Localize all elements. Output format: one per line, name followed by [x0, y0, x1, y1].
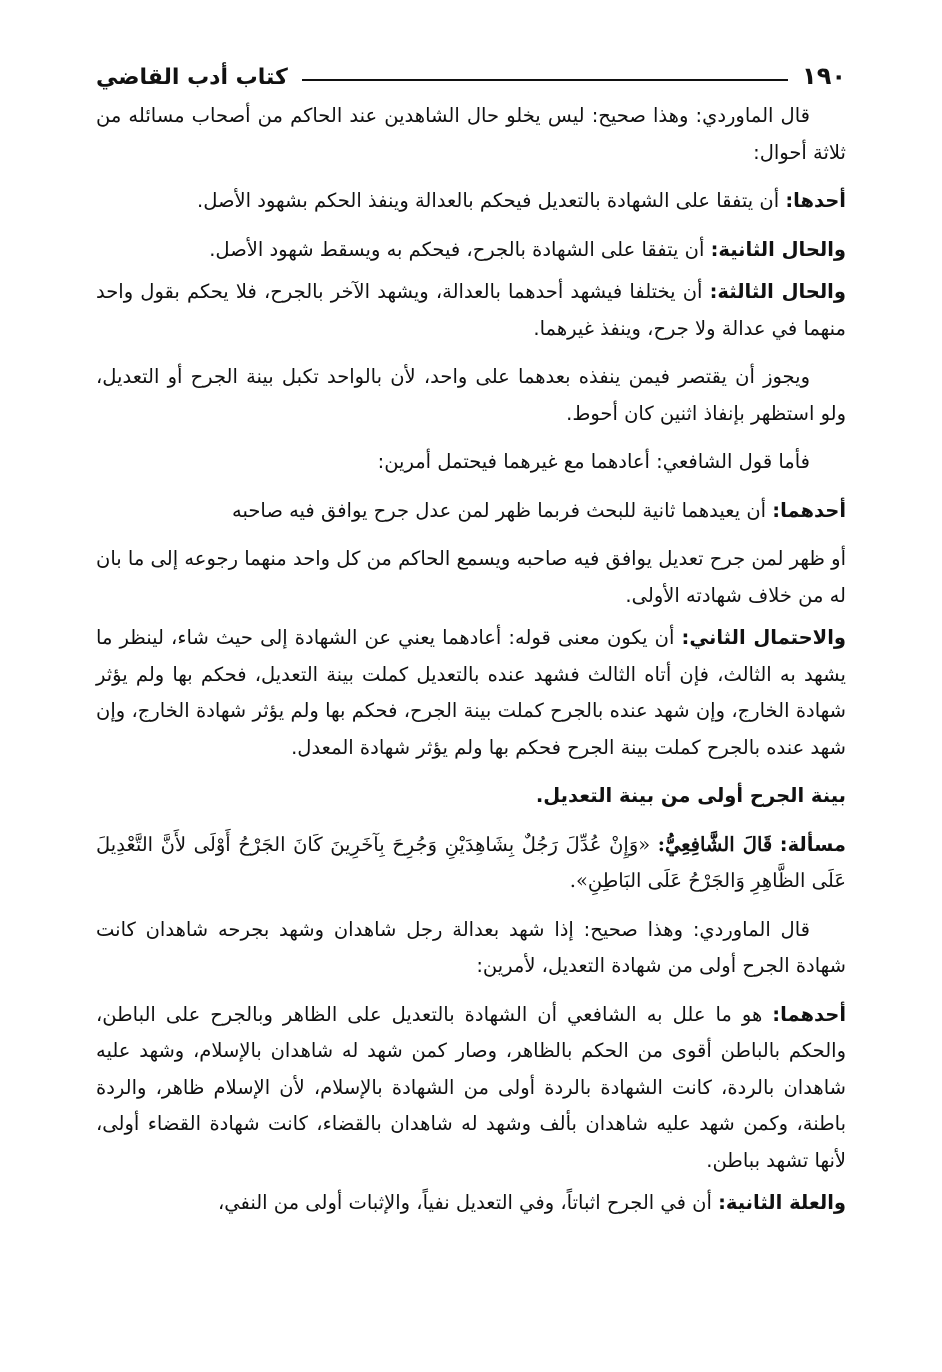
paragraph-lead: والحال الثانية:: [710, 237, 846, 261]
running-header: [96, 58, 846, 90]
paragraph-5: [96, 359, 846, 432]
paragraph-11: [96, 997, 846, 1180]
paragraph-text: أن يكون معنى قوله: أعادهما يعني عن الشهادة إلى حيث شاء، لينظر ما يشهد به الثالث، فإن أتاه الثالث فشهد عنده بالتعديل كملت بينة التعديل، فحكم بها ولم يؤثر شهادة الخارج، وإن شهد عنده بالجرح كملت بينة الجرح، فحكم بها ولم يؤثر شهادة الخارج، وإن شهد عنده بالجرح كملت بينة الجرح فحكم بها ولم يؤثر شهادة المعدل.: [96, 626, 846, 759]
paragraph-text: أن يختلفا فيشهد أحدهما بالعدالة، ويشهد الآخر بالجرح، فلا يحكم بقول واحد منهما في عدالة ولا جرح، وينفذ غيرهما.: [96, 280, 846, 340]
paragraph-6: [96, 444, 846, 481]
paragraph-text: أن يعيدهما ثانية للبحث فربما ظهر لمن عدل جرح يوافق فيه صاحبه: [232, 498, 773, 522]
header-rule: [302, 79, 788, 81]
paragraph-lead: أحدهما:: [772, 498, 846, 522]
paragraph-8: [96, 541, 846, 614]
paragraph-3: [96, 232, 846, 269]
paragraph-text: فأما قول الشافعي: أعادهما مع غيرهما فيحتمل أمرين:: [377, 450, 810, 473]
paragraph-lead: أحدها:: [785, 189, 846, 212]
paragraph-10: [96, 912, 846, 985]
paragraph-text: أن يتفقا على الشهادة بالتعديل فيحكم بالعدالة وينفذ الحكم بشهود الأصل.: [197, 189, 786, 212]
paragraph-lead: والاحتمال الثاني:: [681, 626, 846, 649]
book-title: كتاب أدب القاضي: [96, 65, 288, 90]
paragraph-1: [96, 98, 846, 171]
page-number: ١٩٠: [802, 62, 846, 90]
masala-paragraph: [96, 827, 846, 900]
section-heading: بينة الجرح أولى من بينة التعديل.: [535, 784, 846, 807]
paragraph-text: أو ظهر لمن جرح تعديل يوافق فيه صاحبه ويسمع الحاكم من كل واحد منهما رجوعه إلى ما بان له من خلاف شهادته الأولى.: [96, 547, 846, 607]
masala-lead: مسألة:: [779, 832, 846, 856]
masala-speaker: قَالَ الشَّافِعِيُّ:: [657, 832, 773, 856]
paragraph-lead: والعلة الثانية:: [718, 1191, 846, 1214]
paragraph-lead: والحال الثالثة:: [709, 280, 846, 303]
paragraph-2: [96, 183, 846, 220]
paragraph-text: أن يتفقا على الشهادة بالجرح، فيحكم به ويسقط شهود الأصل.: [209, 237, 711, 261]
paragraph-9: [96, 620, 846, 766]
paragraph-12: [96, 1185, 846, 1222]
paragraph-text: هو ما علل به الشافعي أن الشهادة بالتعديل على الظاهر وبالجرح على الباطن، والحكم بالباطن أقوى من الحكم بالظاهر، وصار كمن شهد له شاهدان بالإسلام، وشهد عليه شاهدان بالردة، كانت الشهادة بالردة أولى من الشهادة بالإسلام، لأن الإسلام ظاهر، والردة باطنة، وكمن شهد عليه شاهدان بألف وشهد له شاهدان بالقضاء، كانت شهادة القضاء أولى، لأنها تشهد بباطن.: [96, 1002, 846, 1172]
paragraph-4: [96, 274, 846, 347]
page-body: [96, 98, 846, 1222]
paragraph-text: قال الماوردي: وهذا صحيح: ليس يخلو حال الشاهدين عند الحاكم من أصحاب مسائله من ثلاثة أحوال:: [96, 104, 846, 164]
paragraph-text: أن في الجرح اثباتاً، وفي التعديل نفياً، والإثبات أولى من النفي،: [217, 1191, 719, 1214]
paragraph-text: ويجوز أن يقتصر فيمن ينفذه بعدهما على واحد، لأن بالواحد تكبل بينة الجرح أو التعديل، ولو استظهر بإنفاذ اثنين كان أحوط.: [96, 365, 846, 425]
masala-quote: «وَإِنْ عُدِّلَ رَجُلٌ بِشَاهِدَيْنِ وَجُرِحَ بِآخَرِينَ كَانَ الجَرْحُ أَوْلَى لأَنَّ التَّعْدِيلَ عَلَى الظَّاهِرِ وَالجَرْحُ عَلَى البَاطِنِ».: [96, 832, 846, 892]
paragraph-lead: أحدهما:: [772, 1002, 846, 1026]
paragraph-text: قال الماوردي: وهذا صحيح: إذا شهد بعدالة رجل شاهدان وشهد بجرحه شاهدان كانت شهادة الجرح أولى من شهادة التعديل، لأمرين:: [96, 917, 846, 977]
paragraph-7: [96, 493, 846, 530]
